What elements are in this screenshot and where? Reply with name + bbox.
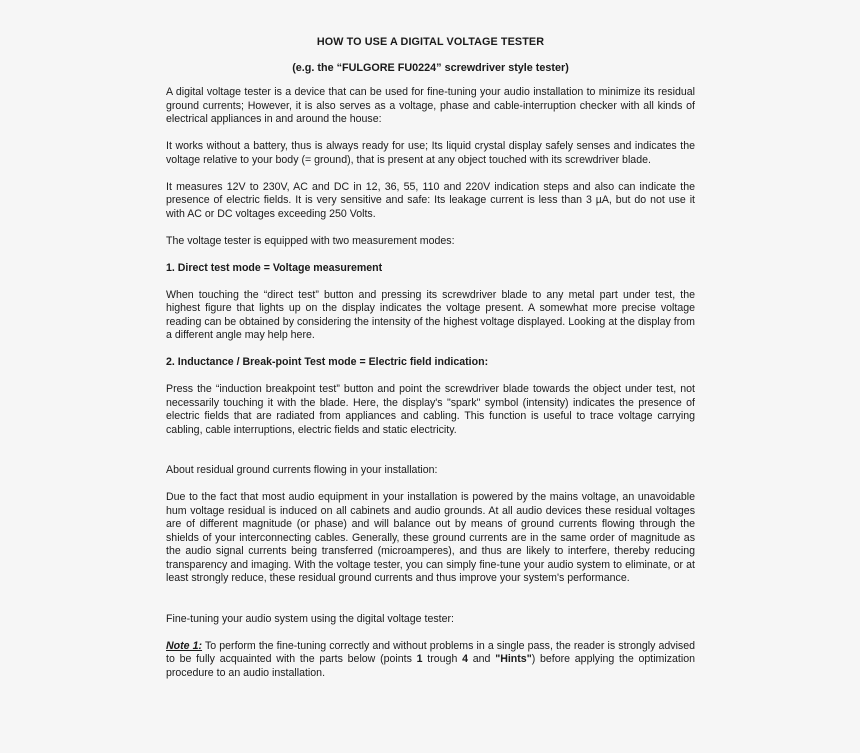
induction-test-paragraph: Press the “induction breakpoint test” button and point the screwdriver blade towards the object under test, not necessarily touching it with the blade. Here, the display's "spark" symbol (intensity) indicates the presence of electric fields that are radiated from appliances and cabling. This function is useful to trace voltage carrying cabling, cable interruptions, electric fields and static electricity.	[166, 383, 695, 436]
intro-paragraph: A digital voltage tester is a device that can be used for fine-tuning your audio installation to minimize its residual ground currents; However, it is also serves as a voltage, phase and cable-interruption checker with all kinds of electrical appliances in and around the house:	[166, 86, 695, 125]
note-text-d: ) before applying the optimization procedure to an audio installation.	[166, 653, 695, 679]
document-title: HOW TO USE A DIGITAL VOLTAGE TESTER	[316, 36, 545, 48]
note-text-a: To perform the fine-tuning correctly and without problems in a single pass, the reader is strongly advised to be fully acquainted with the parts below (points	[166, 639, 696, 665]
note-text-c: and	[468, 653, 496, 665]
note-point-start: 1	[416, 653, 423, 665]
note-hints: "Hints"	[495, 653, 532, 665]
measurement-range-paragraph: It measures 12V to 230V, AC and DC in 12, 36, 55, 110 and 220V indication steps and also can indicate the presence of electric fields. It is very sensitive and safe: Its leakage current is less than 3 µA, but do not use it with AC or DC voltages exceeding 250 Volts.	[166, 180, 695, 220]
modes-intro-paragraph: The voltage tester is equipped with two measurement modes:	[166, 234, 455, 247]
direct-test-paragraph: When touching the “direct test” button and pressing its screwdriver blade to any metal part under test, the highest figure that lights up on the display indicates the voltage present. A somewhat more precise voltage reading can be obtained by considering the intensity of the highest voltage displayed. Looking at the display from a different angle may help here.	[166, 288, 695, 341]
note-paragraph	[166, 640, 695, 681]
battery-paragraph: It works without a battery, thus is always ready for use; Its liquid crystal display safely senses and indicates the voltage relative to your body (= ground), that is present at any object touched with its screwdriver blade.	[166, 140, 695, 166]
induction-test-heading: 2. Inductance / Break-point Test mode = Electric field indication:	[166, 356, 489, 368]
note-point-end: 4	[462, 653, 468, 665]
document-body	[166, 36, 695, 680]
ground-currents-paragraph: Due to the fact that most audio equipment in your installation is powered by the mains voltage, an unavoidable hum voltage residual is induced on all cabinets and audio grounds. At all audio devices these residual voltages are of different magnitude (or phase) and will balance out by means of ground currents flowing through the shields of your interconnecting cables. Generally, these ground currents are in the same order of magnitude as the audio signal currents being transferred (microamperes), and thus are likely to interfere, thereby reducing transparency and imaging. With the voltage tester, you can simply fine-tune your audio system to eliminate, or at least strongly reduce, these residual ground currents and thus improve your system's performance.	[166, 491, 695, 584]
fine-tuning-intro: Fine-tuning your audio system using the digital voltage tester:	[166, 612, 454, 625]
ground-currents-intro: About residual ground currents flowing in your installation:	[166, 464, 438, 476]
direct-test-heading: 1. Direct test mode = Voltage measurement	[166, 261, 383, 274]
note-label: Note 1:	[166, 639, 203, 652]
document-subtitle: (e.g. the “FULGORE FU0224” screwdriver style tester)	[292, 61, 569, 74]
note-text-b: trough	[422, 653, 463, 665]
